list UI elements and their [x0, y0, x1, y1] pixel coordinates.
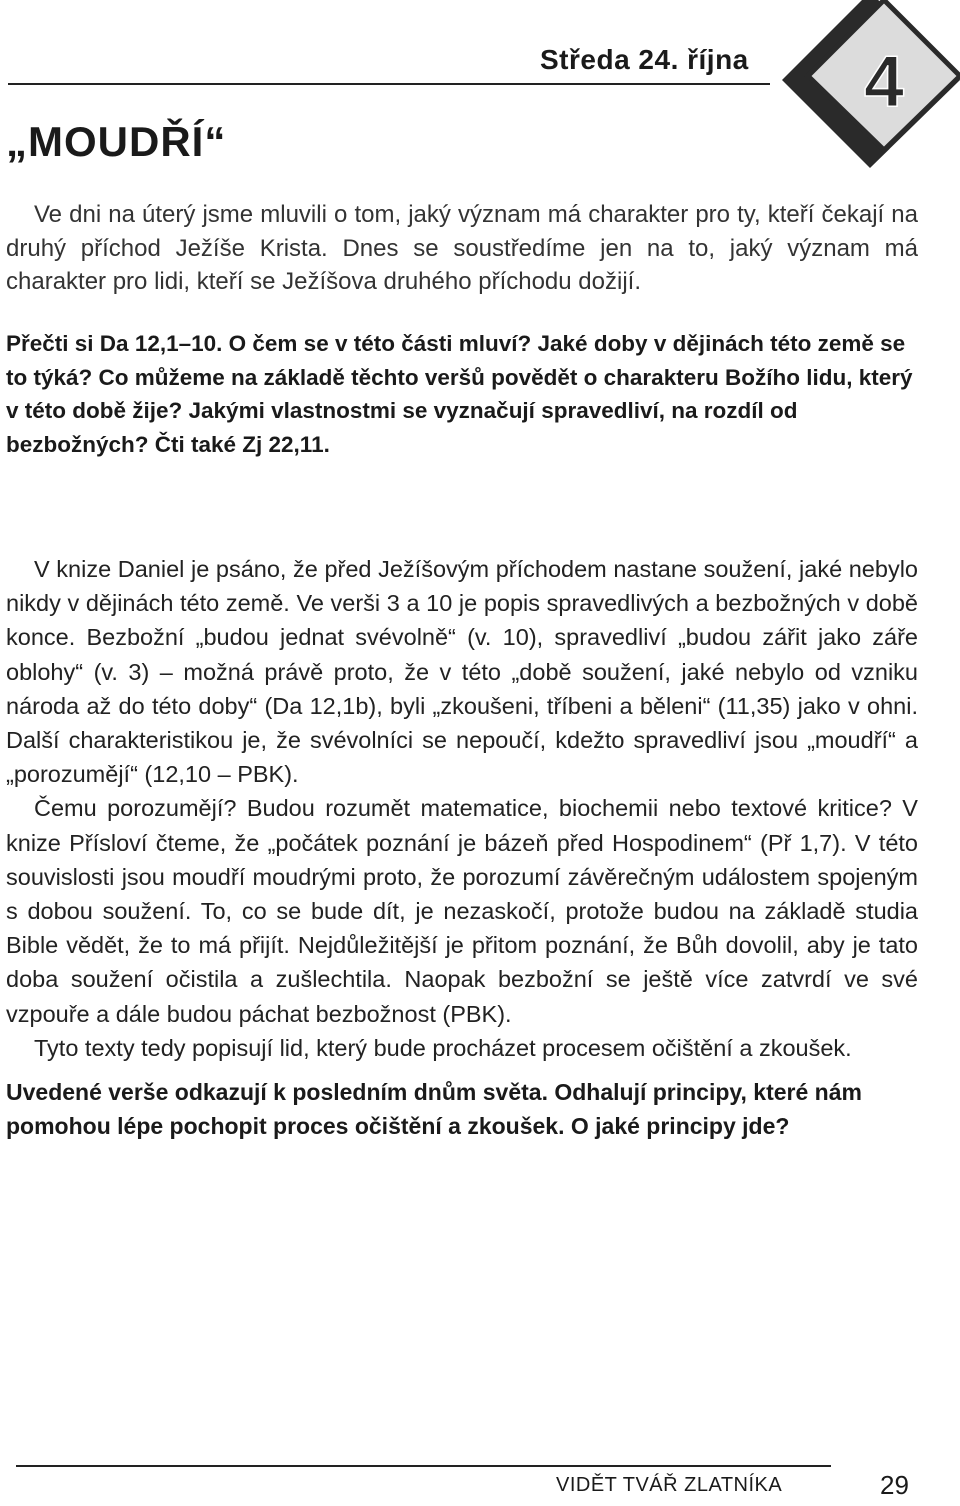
day-label: Středa 24. října	[540, 44, 749, 75]
body-paragraph: Čemu porozumějí? Budou rozumět matematice, biochemii nebo textové kritice? V knize Přísloví čteme, že „počátek poznání je bázeň před Hospodinem“ (Př 1,7). V této souvislosti jsou moudří moudrými proto, že porozumí závěrečným událostem spojeným s dobou soužení. To, co se bude dít, je nezaskočí, protože budou na základě studia Bible vědět, že to má přijít. Nejdůležitější je přitom poznání, že Bůh dovolil, aby je tato doba soužení očistila a zušlechtila. Naopak bezbožní se ještě více zatvrdí ve své vzpouře a dále budou páchat bezbožnost (PBK).	[6, 795, 918, 1027]
lesson-number-badge	[760, 0, 960, 170]
body-text	[6, 552, 918, 1065]
lesson-number: 4	[863, 42, 905, 122]
header-rule	[8, 83, 770, 85]
study-question: Přečti si Da 12,1–10. O čem se v této části mluví? Jaké doby v dějinách této země se to týká? Co můžeme na základě těchto veršů povědět o charakteru Božího lidu, který v této době žije? Jakými vlastnostmi se vyznačují spravedliví, na rozdíl od bezbožných? Čti také Zj 22,11.	[6, 331, 913, 457]
intro-paragraph: Ve dni na úterý jsme mluvili o tom, jaký význam má charakter pro ty, kteří čekají na druhý příchod Ježíše Krista. Dnes se soustředíme jen na to, jaký význam má charakter pro lidi, kteří se Ježíšova druhého příchodu dožijí.	[6, 201, 918, 295]
closing-question: Uvedené verše odkazují k posledním dnům světa. Odhalují principy, které nám pomohou lépe pochopit proces očištění a zkoušek. O jaké principy jde?	[6, 1079, 862, 1139]
lesson-title: „MOUDŘÍ“	[6, 118, 227, 165]
page-number: 29	[880, 1470, 909, 1500]
footer-book-title: VIDĚT TVÁŘ ZLATNÍKA	[556, 1474, 783, 1496]
body-paragraph: Tyto texty tedy popisují lid, který bude procházet procesem očištění a zkoušek.	[34, 1034, 852, 1061]
footer-rule	[16, 1465, 831, 1467]
body-paragraph: V knize Daniel je psáno, že před Ježíšovým příchodem nastane soužení, jaké nebylo nikdy v dějinách této země. Ve verši 3 a 10 je popis spravedlivých a bezbožných v době konce. Bezbožní „budou jednat svévolně“ (v. 10), spravedliví „budou zářit jako záře oblohy“ (v. 3) – možná právě proto, že v této „době soužení, jaké nebylo od vzniku národa až do této doby“ (Da 12,1b), byli „zkoušeni, tříbeni a běleni“ (11,35) jako v ohni. Další charakteristikou je, že svévolníci se nepoučí, kdežto spravedliví jsou „moudří“ a „porozumějí“ (12,10 – PBK).	[6, 556, 918, 788]
